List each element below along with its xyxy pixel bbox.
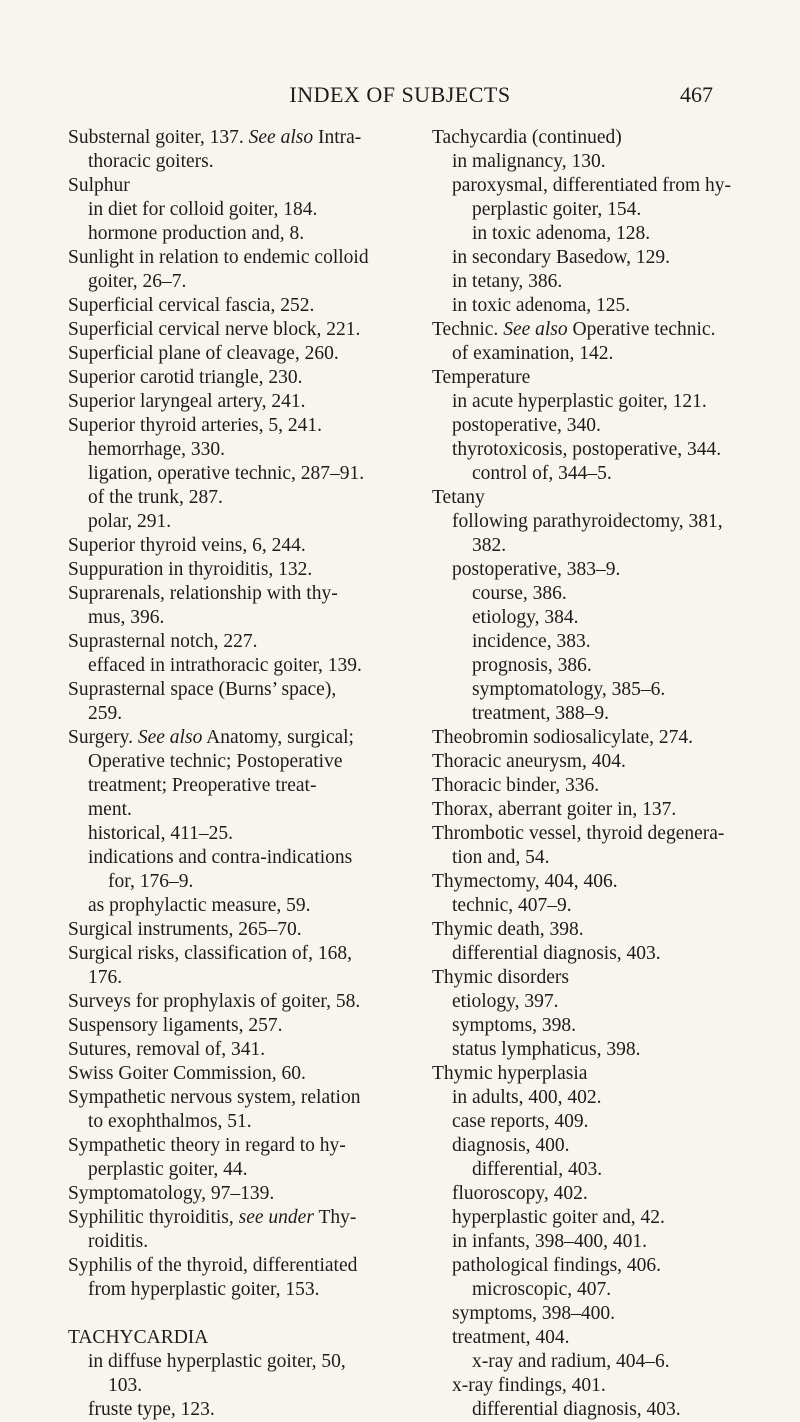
index-subentry [432, 558, 768, 582]
index-subentry [68, 1110, 418, 1134]
entry-text: in infants, 398–400, 401. [452, 1231, 647, 1252]
index-subentry [432, 990, 768, 1014]
index-subentry [432, 390, 768, 414]
index-entry [68, 1038, 418, 1062]
index-subentry [432, 414, 768, 438]
index-subentry [432, 198, 768, 222]
entry-text: Thymic death, 398. [432, 919, 584, 940]
page-number: 467 [680, 82, 713, 107]
index-subentry [68, 822, 418, 846]
entry-text: Surveys for prophylaxis of goiter, 58. [68, 991, 361, 1012]
entry-text: Substernal goiter, 137. [68, 127, 249, 148]
index-entry [68, 726, 418, 750]
cross-reference-label: See also [137, 727, 203, 748]
index-subentry [68, 750, 418, 774]
index-entry [68, 918, 418, 942]
entry-text: goiter, 26–7. [88, 271, 187, 292]
index-subentry [432, 1206, 768, 1230]
index-entry [68, 558, 418, 582]
entry-text: polar, 291. [88, 511, 172, 532]
index-entry [68, 582, 418, 606]
index-subentry [432, 534, 768, 558]
index-entry [432, 366, 768, 390]
entry-text: thoracic goiters. [88, 151, 214, 172]
entry-text: Superficial plane of cleavage, 260. [68, 343, 339, 364]
entry-text: Sympathetic nervous system, relation [68, 1087, 361, 1108]
entry-text: Swiss Goiter Commission, 60. [68, 1063, 306, 1084]
index-subentry [432, 1326, 768, 1350]
index-subentry [432, 1086, 768, 1110]
index-entry [68, 942, 418, 966]
index-entry [432, 318, 768, 342]
index-entry [432, 966, 768, 990]
entry-text: differential diagnosis, 403. [452, 943, 661, 964]
index-subentry [68, 438, 418, 462]
entry-text: Tachycardia (continued) [432, 127, 622, 148]
index-entry [68, 1254, 418, 1278]
index-entry [432, 1062, 768, 1086]
entry-text: pathological findings, 406. [452, 1255, 662, 1276]
entry-text: paroxysmal, differentiated from hy- [452, 175, 732, 196]
entry-text: control of, 344–5. [472, 463, 612, 484]
entry-text: roiditis. [88, 1231, 149, 1252]
index-subentry [432, 942, 768, 966]
entry-text: in acute hyperplastic goiter, 121. [452, 391, 707, 412]
entry-text: TACHYCARDIA [68, 1327, 209, 1348]
cross-reference-target: Operative technic. [567, 319, 716, 340]
index-subentry [432, 462, 768, 486]
cross-reference-target: Intra- [313, 127, 362, 148]
cross-reference-label: see under [238, 1207, 314, 1228]
entry-text: from hyperplastic goiter, 153. [88, 1279, 320, 1300]
index-subentry [68, 270, 418, 294]
index-subentry [68, 606, 418, 630]
index-subentry [432, 654, 768, 678]
index-subentry [432, 1134, 768, 1158]
entry-text: Symptomatology, 97–139. [68, 1183, 275, 1204]
index-entry [68, 1326, 418, 1350]
entry-text: Theobromin sodiosalicylate, 274. [432, 727, 694, 748]
entry-text: thyrotoxicosis, postoperative, 344. [452, 439, 722, 460]
index-entry [432, 870, 768, 894]
entry-text: treatment, 388–9. [472, 703, 610, 724]
index-subentry [432, 630, 768, 654]
index-subentry [432, 438, 768, 462]
index-subentry [432, 1350, 768, 1374]
entry-text: Suprasternal space (Burns’ space), [68, 679, 337, 700]
cross-reference-label: See also [248, 127, 314, 148]
index-subentry [432, 678, 768, 702]
entry-text: to exophthalmos, 51. [88, 1111, 252, 1132]
index-subentry [432, 150, 768, 174]
index-subentry [432, 1014, 768, 1038]
entry-text: ment. [88, 799, 132, 820]
index-subentry [68, 894, 418, 918]
index-entry [68, 174, 418, 198]
index-entry [432, 486, 768, 510]
entry-text: perplastic goiter, 154. [472, 199, 642, 220]
index-subentry [68, 462, 418, 486]
index-entry [68, 366, 418, 390]
index-entry [68, 414, 418, 438]
index-subentry [68, 198, 418, 222]
index-subentry [432, 1038, 768, 1062]
entry-text: symptoms, 398–400. [452, 1303, 616, 1324]
index-entry [68, 1062, 418, 1086]
entry-text: differential, 403. [472, 1159, 603, 1180]
index-entry [432, 774, 768, 798]
entry-text: Suppuration in thyroiditis, 132. [68, 559, 313, 580]
index-subentry [432, 270, 768, 294]
index-subentry [68, 1374, 418, 1398]
index-spacer [68, 1302, 418, 1326]
entry-text: 259. [88, 703, 123, 724]
entry-text: prognosis, 386. [472, 655, 592, 676]
index-entry [68, 318, 418, 342]
index-subentry [432, 1182, 768, 1206]
entry-text: Technic. [432, 319, 504, 340]
index-subentry [68, 486, 418, 510]
entry-text: in toxic adenoma, 125. [452, 295, 631, 316]
entry-text: etiology, 384. [472, 607, 579, 628]
page-title: INDEX OF SUBJECTS [289, 82, 511, 107]
index-subentry [68, 870, 418, 894]
entry-text: technic, 407–9. [452, 895, 572, 916]
entry-text: postoperative, 340. [452, 415, 601, 436]
index-subentry [432, 702, 768, 726]
index-subentry [432, 342, 768, 366]
index-entry [432, 798, 768, 822]
entry-text: in diet for colloid goiter, 184. [88, 199, 318, 220]
entry-text: Superior thyroid veins, 6, 244. [68, 535, 306, 556]
index-entry [68, 678, 418, 702]
index-entry [68, 246, 418, 270]
index-entry [432, 126, 768, 150]
entry-text: Sympathetic theory in regard to hy- [68, 1135, 346, 1156]
index-subentry [68, 1350, 418, 1374]
index-subentry [68, 846, 418, 870]
entry-text: fluoroscopy, 402. [452, 1183, 588, 1204]
entry-text: symptoms, 398. [452, 1015, 577, 1036]
index-entry [68, 534, 418, 558]
entry-text: 176. [88, 967, 123, 988]
index-subentry [68, 1158, 418, 1182]
entry-text: Thymic hyperplasia [432, 1063, 588, 1084]
entry-text: Suspensory ligaments, 257. [68, 1015, 283, 1036]
entry-text: Syphilitic thyroiditis, [68, 1207, 239, 1228]
index-subentry [68, 966, 418, 990]
cross-reference-target: Thy- [313, 1207, 357, 1228]
entry-text: Sunlight in relation to endemic colloid [68, 247, 369, 268]
page-header [0, 82, 800, 112]
entry-text: postoperative, 383–9. [452, 559, 621, 580]
index-entry [68, 342, 418, 366]
entry-text: Superficial cervical fascia, 252. [68, 295, 315, 316]
entry-text: Surgery. [68, 727, 138, 748]
index-subentry [432, 1230, 768, 1254]
entry-text: ligation, operative technic, 287–91. [88, 463, 365, 484]
entry-text: Thymectomy, 404, 406. [432, 871, 618, 892]
entry-text: diagnosis, 400. [452, 1135, 570, 1156]
index-subentry [68, 150, 418, 174]
index-column-right [432, 126, 768, 1422]
index-entry [68, 390, 418, 414]
entry-text: Superior thyroid arteries, 5, 241. [68, 415, 322, 436]
index-entry [68, 1206, 418, 1230]
entry-text: for, 176–9. [108, 871, 194, 892]
entry-text: Suprasternal notch, 227. [68, 631, 258, 652]
entry-text: 103. [108, 1375, 143, 1396]
index-entry [432, 750, 768, 774]
index-entry [68, 294, 418, 318]
index-subentry [432, 1110, 768, 1134]
index-entry [68, 630, 418, 654]
entry-text: in secondary Basedow, 129. [452, 247, 671, 268]
index-subentry [432, 1374, 768, 1398]
entry-text: status lymphaticus, 398. [452, 1039, 641, 1060]
index-subentry [432, 222, 768, 246]
index-subentry [432, 1158, 768, 1182]
entry-text: Tetany [432, 487, 485, 508]
entry-text: Superficial cervical nerve block, 221. [68, 319, 361, 340]
entry-text: Surgical risks, classification of, 168, [68, 943, 352, 964]
index-entry [68, 1086, 418, 1110]
index-entry [68, 1014, 418, 1038]
entry-text: Superior carotid triangle, 230. [68, 367, 303, 388]
entry-text: differential diagnosis, 403. [472, 1399, 681, 1420]
index-entry [68, 126, 418, 150]
index-column-left [68, 126, 418, 1422]
index-subentry [68, 774, 418, 798]
entry-text: x-ray findings, 401. [452, 1375, 606, 1396]
entry-text: in tetany, 386. [452, 271, 563, 292]
entry-text: Thoracic aneurysm, 404. [432, 751, 626, 772]
index-entry [432, 726, 768, 750]
index-entry [68, 1134, 418, 1158]
index-subentry [432, 846, 768, 870]
index-subentry [432, 1302, 768, 1326]
entry-text: Operative technic; Postoperative [88, 751, 343, 772]
index-subentry [432, 294, 768, 318]
index-entry [68, 990, 418, 1014]
entry-text: of examination, 142. [452, 343, 614, 364]
entry-text: etiology, 397. [452, 991, 559, 1012]
index-subentry [432, 894, 768, 918]
entry-text: Sutures, removal of, 341. [68, 1039, 266, 1060]
entry-text: mus, 396. [88, 607, 165, 628]
entry-text: perplastic goiter, 44. [88, 1159, 248, 1180]
entry-text: incidence, 383. [472, 631, 591, 652]
cross-reference-label: See also [503, 319, 568, 340]
entry-text: Superior laryngeal artery, 241. [68, 391, 306, 412]
entry-text: hemorrhage, 330. [88, 439, 225, 460]
entry-text: in toxic adenoma, 128. [472, 223, 651, 244]
entry-text: indications and contra-indications [88, 847, 353, 868]
index-subentry [432, 174, 768, 198]
entry-text: Sulphur [68, 175, 130, 196]
entry-text: Thrombotic vessel, thyroid degenera- [432, 823, 725, 844]
entry-text: tion and, 54. [452, 847, 550, 868]
entry-text: Temperature [432, 367, 531, 388]
index-subentry [432, 1254, 768, 1278]
entry-text: treatment, 404. [452, 1327, 570, 1348]
cross-reference-target: Anatomy, surgical; [202, 727, 354, 748]
index-entry [432, 822, 768, 846]
entry-text: 382. [472, 535, 507, 556]
entry-text: following parathyroidectomy, 381, [452, 511, 723, 532]
index-subentry [68, 1230, 418, 1254]
index-entry [432, 918, 768, 942]
index-subentry [68, 1398, 418, 1422]
index-subentry [432, 606, 768, 630]
index-subentry [68, 702, 418, 726]
index-subentry [432, 510, 768, 534]
entry-text: effaced in intrathoracic goiter, 139. [88, 655, 362, 676]
entry-text: Surgical instruments, 265–70. [68, 919, 302, 940]
index-subentry [68, 510, 418, 534]
entry-text: historical, 411–25. [88, 823, 233, 844]
index-subentry [68, 222, 418, 246]
index-subentry [432, 1398, 768, 1422]
index-subentry [68, 798, 418, 822]
entry-text: in adults, 400, 402. [452, 1087, 602, 1108]
entry-text: hormone production and, 8. [88, 223, 305, 244]
entry-text: Thymic disorders [432, 967, 570, 988]
entry-text: x-ray and radium, 404–6. [472, 1351, 670, 1372]
entry-text: case reports, 409. [452, 1111, 589, 1132]
index-subentry [432, 246, 768, 270]
entry-text: symptomatology, 385–6. [472, 679, 666, 700]
entry-text: treatment; Preoperative treat- [88, 775, 317, 796]
index-entry [68, 1182, 418, 1206]
entry-text: microscopic, 407. [472, 1279, 612, 1300]
entry-text: as prophylactic measure, 59. [88, 895, 311, 916]
index-subentry [432, 582, 768, 606]
entry-text: Thorax, aberrant goiter in, 137. [432, 799, 677, 820]
index-subentry [432, 1278, 768, 1302]
entry-text: Thoracic binder, 336. [432, 775, 600, 796]
entry-text: Suprarenals, relationship with thy- [68, 583, 338, 604]
entry-text: hyperplastic goiter and, 42. [452, 1207, 665, 1228]
entry-text: course, 386. [472, 583, 567, 604]
entry-text: fruste type, 123. [88, 1399, 215, 1420]
entry-text: in malignancy, 130. [452, 151, 606, 172]
index-subentry [68, 654, 418, 678]
index-subentry [68, 1278, 418, 1302]
entry-text: in diffuse hyperplastic goiter, 50, [88, 1351, 346, 1372]
entry-text: of the trunk, 287. [88, 487, 223, 508]
entry-text: Syphilis of the thyroid, differentiated [68, 1255, 358, 1276]
